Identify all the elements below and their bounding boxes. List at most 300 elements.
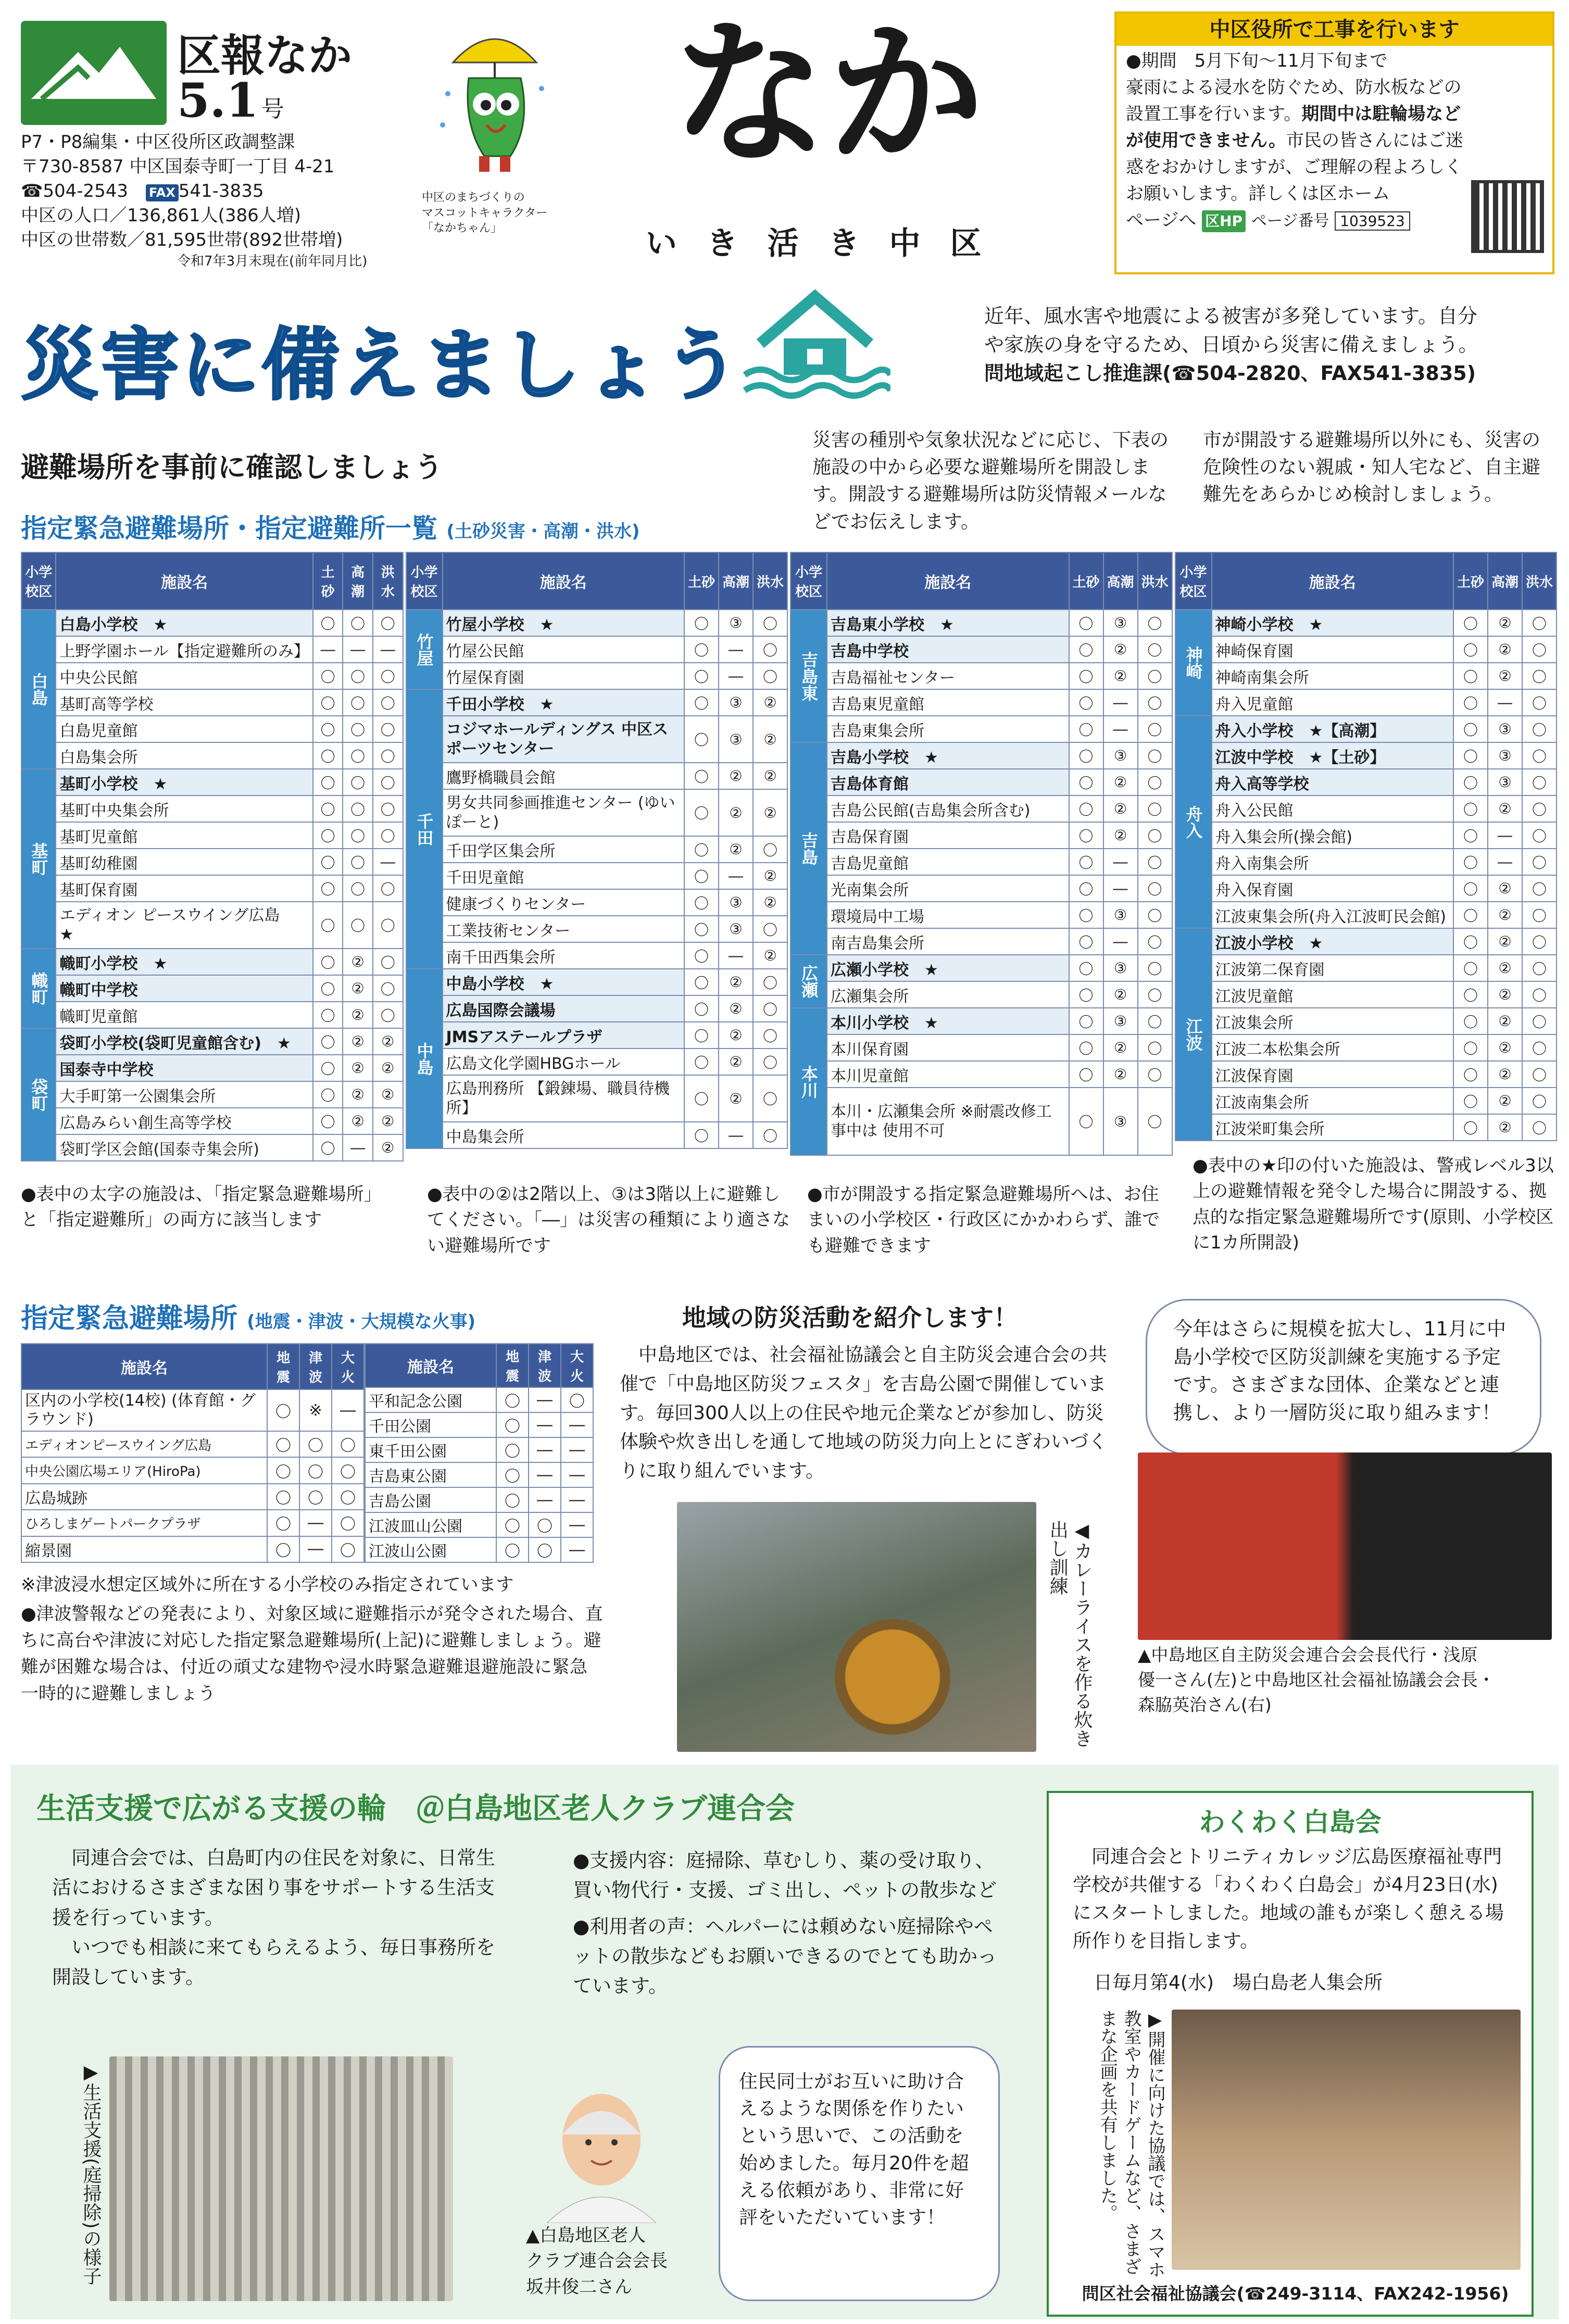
table-row	[406, 663, 788, 689]
suitability-mark: 〇	[1138, 822, 1172, 849]
leaders-caption-1: ▲中島地区自主防災会連合会会長代行・浅原	[1138, 1645, 1478, 1665]
suitability-mark: 〇	[529, 1512, 561, 1537]
table-row	[790, 742, 1172, 769]
suitability-mark: 〇	[1522, 663, 1557, 689]
suitability-mark: ―	[529, 1437, 561, 1462]
suitability-mark: 〇	[332, 1484, 364, 1510]
school-district: 本川	[790, 1008, 827, 1155]
evac-header: 洪水	[373, 552, 403, 610]
festa-bubble: 今年はさらに規模を拡大し、11月に中島小学校で区防災訓練を実施する予定です。さまざまな団体、企業などと連携し、より一層防災に取り組みます！	[1146, 1299, 1541, 1455]
suitability-mark: 〇	[1138, 875, 1172, 902]
as-of: 令和7年3月末現在(前年同月比)	[177, 253, 368, 269]
table-title-main: 指定緊急避難場所・指定避難所一覧	[21, 513, 437, 544]
suitability-mark: 〇	[1453, 1088, 1488, 1114]
facility-name: 幟町小学校 ★	[56, 949, 312, 975]
mascot-image	[432, 21, 557, 182]
table-row	[1175, 689, 1557, 716]
suitability-mark: 〇	[1453, 928, 1488, 955]
facility-name: 南千田西集会所	[443, 942, 685, 969]
suitability-mark: 〇	[343, 663, 373, 689]
suitability-mark: 〇	[1522, 928, 1557, 955]
suitability-mark: ③	[1488, 742, 1522, 769]
note-anyone: ●市が開設する指定緊急避難場所へは、お住まいの小学校区・行政区にかかわらず、誰でも避難できます	[807, 1184, 1160, 1256]
tsunami-note: ※津波浸水想定区域外に所在する小学校のみ指定されています	[21, 1574, 514, 1595]
facility-name: 江波中学校 ★【土砂】	[1212, 742, 1454, 769]
table-row	[21, 1510, 364, 1536]
suitability-mark: 〇	[1069, 716, 1103, 742]
suitability-mark: ―	[1103, 875, 1138, 902]
disaster-headline: 災害に備えましょう	[21, 320, 743, 411]
suitability-mark: 〇	[1453, 636, 1488, 663]
evac-header: 高潮	[1103, 552, 1138, 610]
suitability-mark: 〇	[1138, 928, 1172, 955]
facility-name: 広島文化学園HBGホール	[443, 1049, 685, 1075]
suitability-mark: ②	[1488, 795, 1522, 822]
table-row	[790, 1008, 1172, 1034]
suitability-mark: ―	[343, 636, 373, 663]
suitability-mark: 〇	[1522, 955, 1557, 981]
suitability-mark: 〇	[313, 769, 343, 795]
suitability-mark: 〇	[1138, 610, 1172, 636]
table-row	[21, 1390, 364, 1431]
suitability-mark: 〇	[343, 902, 373, 949]
table-row	[406, 1075, 788, 1122]
facility-name: 広瀬小学校 ★	[827, 955, 1069, 981]
suitability-mark: 〇	[1138, 689, 1172, 716]
suitability-mark: ―	[719, 1122, 753, 1148]
school-district: 江波	[1175, 928, 1212, 1141]
suitability-mark: 〇	[753, 916, 787, 942]
suitability-mark: 〇	[1522, 1034, 1557, 1061]
suitability-mark: 〇	[343, 795, 373, 822]
suitability-mark: 〇	[373, 949, 403, 975]
suitability-mark: ②	[1103, 769, 1138, 795]
leader-caption-1: ▲白島地区老人	[526, 2225, 646, 2246]
table-row	[1175, 663, 1557, 689]
table-row	[790, 1061, 1172, 1088]
table-row	[365, 1512, 593, 1537]
wakuwaku-title: わくわく白島会	[1199, 1807, 1382, 1837]
suitability-mark: ―	[529, 1412, 561, 1437]
big-title: なか	[672, 2, 984, 185]
suitability-mark: 〇	[684, 763, 719, 789]
designated-header: 津波	[529, 1344, 561, 1387]
table-row	[1175, 928, 1557, 955]
suitability-mark: 〇	[496, 1437, 529, 1462]
suitability-mark: 〇	[753, 636, 787, 663]
suitability-mark: ―	[561, 1412, 593, 1437]
wakuwaku-schedule: 日毎月第4(水) 場白島老人集会所	[1094, 1972, 1383, 1993]
facility-name: 白島集会所	[56, 742, 312, 769]
suitability-mark: 〇	[684, 1022, 719, 1049]
suitability-mark: 〇	[373, 975, 403, 1002]
school-district: 竹屋	[406, 610, 443, 689]
table-row	[1175, 902, 1557, 928]
suitability-mark: 〇	[1453, 795, 1488, 822]
suitability-mark: 〇	[1453, 689, 1488, 716]
suitability-mark: 〇	[1522, 902, 1557, 928]
suitability-mark: 〇	[684, 789, 719, 836]
support-photo-caption: ▶生活支援(庭掃除)の様子	[80, 2062, 102, 2285]
evac-header: 洪水	[1522, 552, 1557, 610]
suitability-mark: 〇	[1522, 610, 1557, 636]
suitability-mark: 〇	[496, 1487, 529, 1512]
evac-table-1	[21, 552, 404, 1161]
facility-name: 舟入児童館	[1212, 689, 1454, 716]
suitability-mark: 〇	[373, 742, 403, 769]
disaster-contact: 問地域起こし推進課(☎504-2820、FAX541-3835)	[984, 362, 1476, 385]
facility-name: 基町保育園	[56, 875, 312, 902]
school-district: 中島	[406, 969, 443, 1148]
suitability-mark: 〇	[373, 769, 403, 795]
designated-title-sub: (地震・津波・大規模な火事)	[247, 1311, 476, 1332]
suitability-mark: 〇	[267, 1431, 299, 1457]
suitability-mark: ②	[1103, 1061, 1138, 1088]
table-row	[21, 663, 403, 689]
suitability-mark: 〇	[684, 836, 719, 863]
table-row	[790, 769, 1172, 795]
suitability-mark: ②	[719, 1075, 753, 1122]
suitability-mark: 〇	[1138, 1008, 1172, 1034]
facility-name: 竹屋公民館	[443, 636, 685, 663]
suitability-mark: 〇	[267, 1457, 299, 1483]
table-row	[406, 1049, 788, 1075]
para-self: 市が開設する避難場所以外にも、災害の危険性のない親戚・知人宅など、自主避難先をあらかじめ検討しましょう。	[1203, 430, 1541, 506]
table-row	[21, 1431, 364, 1457]
suitability-mark: ②	[753, 716, 787, 763]
suitability-mark: ②	[719, 995, 753, 1022]
suitability-mark: 〇	[1069, 981, 1103, 1008]
suitability-mark: ③	[1103, 1088, 1138, 1155]
suitability-mark: ②	[753, 889, 787, 916]
suitability-mark: ③	[1103, 610, 1138, 636]
facility-name: 吉島東児童館	[827, 689, 1069, 716]
facility-name: 男女共同参画推進センター (ゆいぽーと)	[443, 789, 685, 836]
leader-bubble: 住民同士がお互いに助け合えるような関係を作りたいという思いで、この活動を始めました。毎月20件を超える依頼があり、非常に好評をいただいています！	[719, 2046, 1000, 2301]
suitability-mark: ②	[719, 836, 753, 863]
suitability-mark: 〇	[313, 975, 343, 1002]
suitability-mark: 〇	[343, 742, 373, 769]
facility-name: 吉島東公園	[365, 1462, 496, 1487]
suitability-mark: ②	[1488, 636, 1522, 663]
suitability-mark: ―	[719, 863, 753, 889]
suitability-mark: 〇	[373, 902, 403, 949]
note-floor: ●表中の②は2階以上、③は3階以上に避難してください。「―」は災害の種類により適さない避難場所です	[427, 1184, 790, 1256]
suitability-mark: 〇	[1138, 902, 1172, 928]
suitability-mark: ②	[1488, 1061, 1522, 1088]
suitability-mark: ―	[343, 1134, 373, 1161]
designated-table	[21, 1343, 594, 1563]
table-title-sub: (土砂災害・高潮・洪水)	[446, 521, 640, 542]
suitability-mark: ②	[1103, 1034, 1138, 1061]
suitability-mark: ②	[1488, 1034, 1522, 1061]
facility-name: 中央公園広場エリア(HiroPa)	[21, 1457, 267, 1483]
suitability-mark: 〇	[332, 1431, 364, 1457]
suitability-mark: 〇	[1138, 716, 1172, 742]
facility-name: 広島城跡	[21, 1484, 267, 1510]
notice-line-3b: 期間中は駐輪場など	[1301, 104, 1461, 124]
notice-line-4b: 市民の皆さんにはご迷	[1286, 130, 1464, 151]
notice-title: 中区役所で工事を行います	[1116, 14, 1552, 46]
curry-photo	[677, 1502, 1036, 1752]
table-row	[406, 916, 788, 942]
suitability-mark: 〇	[313, 689, 343, 716]
edit-line: P7・P8編集・中区役所区政調整課	[21, 132, 295, 153]
suitability-mark: ②	[719, 763, 753, 789]
ward-hp-badge[interactable]: 区HP	[1202, 210, 1246, 232]
suitability-mark: 〇	[684, 1049, 719, 1075]
suitability-mark: ②	[753, 689, 787, 716]
suitability-mark: 〇	[1069, 742, 1103, 769]
suitability-mark: 〇	[1522, 795, 1557, 822]
disaster-intro-2: や家族の身を守るため、日頃から災害に備えましょう。	[984, 333, 1478, 357]
suitability-mark: ②	[1488, 1008, 1522, 1034]
suitability-mark: 〇	[684, 1075, 719, 1122]
suitability-mark: 〇	[753, 610, 787, 636]
suitability-mark: 〇	[1453, 902, 1488, 928]
evac-header: 高潮	[719, 552, 753, 610]
table-row	[21, 795, 403, 822]
suitability-mark: 〇	[1453, 849, 1488, 875]
support-title: 生活支援で広がる支援の輪 ＠白島地区老人クラブ連合会	[36, 1792, 795, 1826]
table-row	[1175, 849, 1557, 875]
suitability-mark: ②	[343, 1002, 373, 1028]
suitability-mark: 〇	[1138, 636, 1172, 663]
table-row	[365, 1437, 593, 1462]
suitability-mark: ③	[719, 610, 753, 636]
suitability-mark: ③	[1488, 769, 1522, 795]
suitability-mark: 〇	[1069, 849, 1103, 875]
suitability-mark: ②	[719, 969, 753, 995]
suitability-mark: 〇	[1138, 1088, 1172, 1155]
facility-name: 神崎保育園	[1212, 636, 1454, 663]
suitability-mark: 〇	[313, 742, 343, 769]
table-row	[21, 949, 403, 975]
facility-name: 神崎小学校 ★	[1212, 610, 1454, 636]
table-row	[406, 636, 788, 663]
suitability-mark: ―	[561, 1462, 593, 1487]
table-row	[790, 955, 1172, 981]
curry-caption: ◀カレーライスを作る炊き出し訓練	[1047, 1520, 1093, 1748]
suitability-mark: ②	[1488, 663, 1522, 689]
wakuwaku-contact: 問区社会福祉協議会(☎249-3114、FAX242-1956)	[1082, 2283, 1509, 2304]
suitability-mark: ②	[1488, 955, 1522, 981]
table-row	[406, 610, 788, 636]
suitability-mark: ―	[1103, 928, 1138, 955]
suitability-mark: ③	[719, 889, 753, 916]
suitability-mark: 〇	[1453, 610, 1488, 636]
suitability-mark: ②	[343, 1108, 373, 1134]
table-row	[790, 636, 1172, 663]
facility-name: ひろしまゲートパークプラザ	[21, 1510, 267, 1536]
facility-name: 基町幼稚園	[56, 849, 312, 875]
suitability-mark: 〇	[1453, 1061, 1488, 1088]
facility-name: 舟入集会所(操会館)	[1212, 822, 1454, 849]
designated-header: 地震	[267, 1344, 299, 1390]
suitability-mark: ②	[1103, 981, 1138, 1008]
facility-name: 竹屋小学校 ★	[443, 610, 685, 636]
table-title	[21, 508, 640, 545]
facility-name: 吉島中学校	[827, 636, 1069, 663]
facility-name: エディオンピースウイング広島	[21, 1431, 267, 1457]
leader-portrait	[542, 2082, 661, 2223]
suitability-mark: 〇	[1138, 663, 1172, 689]
suitability-mark: 〇	[1069, 928, 1103, 955]
facility-name: 江波小学校 ★	[1212, 928, 1454, 955]
facility-name: 基町児童館	[56, 822, 312, 849]
suitability-mark: ②	[373, 1055, 403, 1081]
suitability-mark: 〇	[1522, 1061, 1557, 1088]
suitability-mark: 〇	[684, 889, 719, 916]
suitability-mark: 〇	[1522, 822, 1557, 849]
suitability-mark: ③	[1488, 716, 1522, 742]
suitability-mark: ③	[1103, 902, 1138, 928]
table-row	[790, 849, 1172, 875]
local-body: 中島地区では、社会福祉協議会と自主防災会連合会の共催で「中島地区防災フェスタ」を吉島公園で開催しています。毎回300人以上の住民や地元企業などが参加し、防災体験や炊き出しを通して地域の防災力向上とにぎわいづくりに取り組んでいます。	[620, 1344, 1108, 1482]
facility-name: 中島小学校 ★	[443, 969, 685, 995]
suitability-mark: 〇	[1522, 1088, 1557, 1114]
table-row	[21, 1484, 364, 1510]
suitability-mark: ―	[529, 1387, 561, 1412]
suitability-mark: ②	[719, 789, 753, 836]
suitability-mark: 〇	[1522, 849, 1557, 875]
designated-header: 地震	[496, 1344, 529, 1387]
facility-name: 江波南集会所	[1212, 1088, 1454, 1114]
suitability-mark: 〇	[1522, 769, 1557, 795]
suitability-mark: ―	[1103, 689, 1138, 716]
suitability-mark: 〇	[1522, 689, 1557, 716]
evac-header: 施設名	[827, 552, 1069, 610]
suitability-mark: 〇	[496, 1462, 529, 1487]
school-district: 袋町	[21, 1028, 56, 1161]
suitability-mark: ②	[343, 949, 373, 975]
suitability-mark: 〇	[684, 969, 719, 995]
table-row	[21, 975, 403, 1002]
suitability-mark: 〇	[299, 1457, 332, 1483]
table-row	[406, 689, 788, 716]
suitability-mark: ―	[561, 1487, 593, 1512]
school-district: 舟入	[1175, 716, 1212, 928]
facility-name: 舟入公民館	[1212, 795, 1454, 822]
suitability-mark: 〇	[753, 663, 787, 689]
school-district: 千田	[406, 689, 443, 969]
suitability-mark: 〇	[684, 1122, 719, 1148]
suitability-mark: 〇	[1522, 981, 1557, 1008]
suitability-mark: 〇	[1453, 742, 1488, 769]
suitability-mark: 〇	[496, 1412, 529, 1437]
evac-header: 施設名	[56, 552, 312, 610]
notice-line-5: 惑をおかけしますが、ご理解の程よろしく	[1126, 157, 1462, 178]
suitability-mark: 〇	[373, 822, 403, 849]
suitability-mark: 〇	[1453, 822, 1488, 849]
suitability-mark: ―	[719, 636, 753, 663]
suitability-mark: 〇	[343, 849, 373, 875]
table-row	[790, 1034, 1172, 1061]
slogan: い き 活 き 中 区	[646, 225, 991, 262]
evac-header: 洪水	[1138, 552, 1172, 610]
suitability-mark: 〇	[343, 822, 373, 849]
suitability-mark: 〇	[373, 875, 403, 902]
table-row	[21, 1108, 403, 1134]
facility-name: 吉島東集会所	[827, 716, 1069, 742]
suitability-mark: 〇	[1522, 742, 1557, 769]
leaders-photo	[1138, 1452, 1552, 1640]
table-row	[21, 1457, 364, 1483]
mascot-caption-1: 中区のまちづくりの	[422, 191, 525, 204]
facility-name: 江波東集会所(舟入江波町民会館)	[1212, 902, 1454, 928]
table-row	[790, 902, 1172, 928]
suitability-mark: 〇	[1453, 1008, 1488, 1034]
suitability-mark: 〇	[753, 836, 787, 863]
suitability-mark: 〇	[496, 1537, 529, 1562]
suitability-mark: ②	[753, 863, 787, 889]
suitability-mark: 〇	[753, 1122, 787, 1148]
leader-caption-2: クラブ連合会会長	[526, 2251, 668, 2272]
facility-name: 広島みらい創生高等学校	[56, 1108, 312, 1134]
facility-name: 本川児童館	[827, 1061, 1069, 1088]
table-row	[21, 636, 403, 663]
facility-name: 袋町小学校(袋町児童館含む) ★	[56, 1028, 312, 1055]
suitability-mark: ②	[1488, 610, 1522, 636]
facility-name: 江波二本松集会所	[1212, 1034, 1454, 1061]
table-row	[790, 822, 1172, 849]
suitability-mark: 〇	[1138, 1061, 1172, 1088]
facility-name: 吉島福祉センター	[827, 663, 1069, 689]
suitability-mark: 〇	[1069, 902, 1103, 928]
suitability-mark: 〇	[299, 1484, 332, 1510]
suitability-mark: 〇	[1069, 875, 1103, 902]
facility-name: 本川保育園	[827, 1034, 1069, 1061]
facility-name: 本川小学校 ★	[827, 1008, 1069, 1034]
facility-name: 南吉島集会所	[827, 928, 1069, 955]
suitability-mark: 〇	[1069, 769, 1103, 795]
suitability-mark: ②	[753, 942, 787, 969]
table-row	[790, 716, 1172, 742]
suitability-mark: ―	[313, 636, 343, 663]
facility-name: 東千田公園	[365, 1437, 496, 1462]
suitability-mark: ―	[299, 1510, 332, 1536]
table-row	[21, 689, 403, 716]
suitability-mark: 〇	[343, 716, 373, 742]
evac-header: 小学校区	[1175, 552, 1212, 610]
suitability-mark: ②	[1103, 822, 1138, 849]
facility-name: 基町高等学校	[56, 689, 312, 716]
suitability-mark: 〇	[267, 1484, 299, 1510]
mascot-caption-3: 「なかちゃん」	[422, 222, 503, 235]
suitability-mark: ②	[753, 763, 787, 789]
table-row	[406, 863, 788, 889]
suitability-mark: ②	[1103, 663, 1138, 689]
suitability-mark: ―	[561, 1537, 593, 1562]
table-row	[21, 1055, 403, 1081]
facility-name: 広島刑務所 【鍛錬場、職員待機所】	[443, 1075, 685, 1122]
table-row	[1175, 769, 1557, 795]
suitability-mark: 〇	[1069, 1008, 1103, 1034]
table-row	[406, 889, 788, 916]
facility-name: 健康づくりセンター	[443, 889, 685, 916]
disaster-intro-1: 近年、風水害や地震による被害が多発しています。自分	[984, 305, 1477, 327]
facility-name: 工業技術センター	[443, 916, 685, 942]
suitability-mark: ③	[1103, 955, 1138, 981]
qr-code-icon[interactable]	[1471, 180, 1544, 253]
facility-name: 白島児童館	[56, 716, 312, 742]
section-title: 避難場所を事前に確認しましょう	[21, 451, 443, 484]
suitability-mark: 〇	[1453, 663, 1488, 689]
facility-name: 江波児童館	[1212, 981, 1454, 1008]
suitability-mark: ②	[343, 1081, 373, 1108]
table-row	[790, 1088, 1172, 1155]
evac-header: 小学校区	[21, 552, 56, 610]
